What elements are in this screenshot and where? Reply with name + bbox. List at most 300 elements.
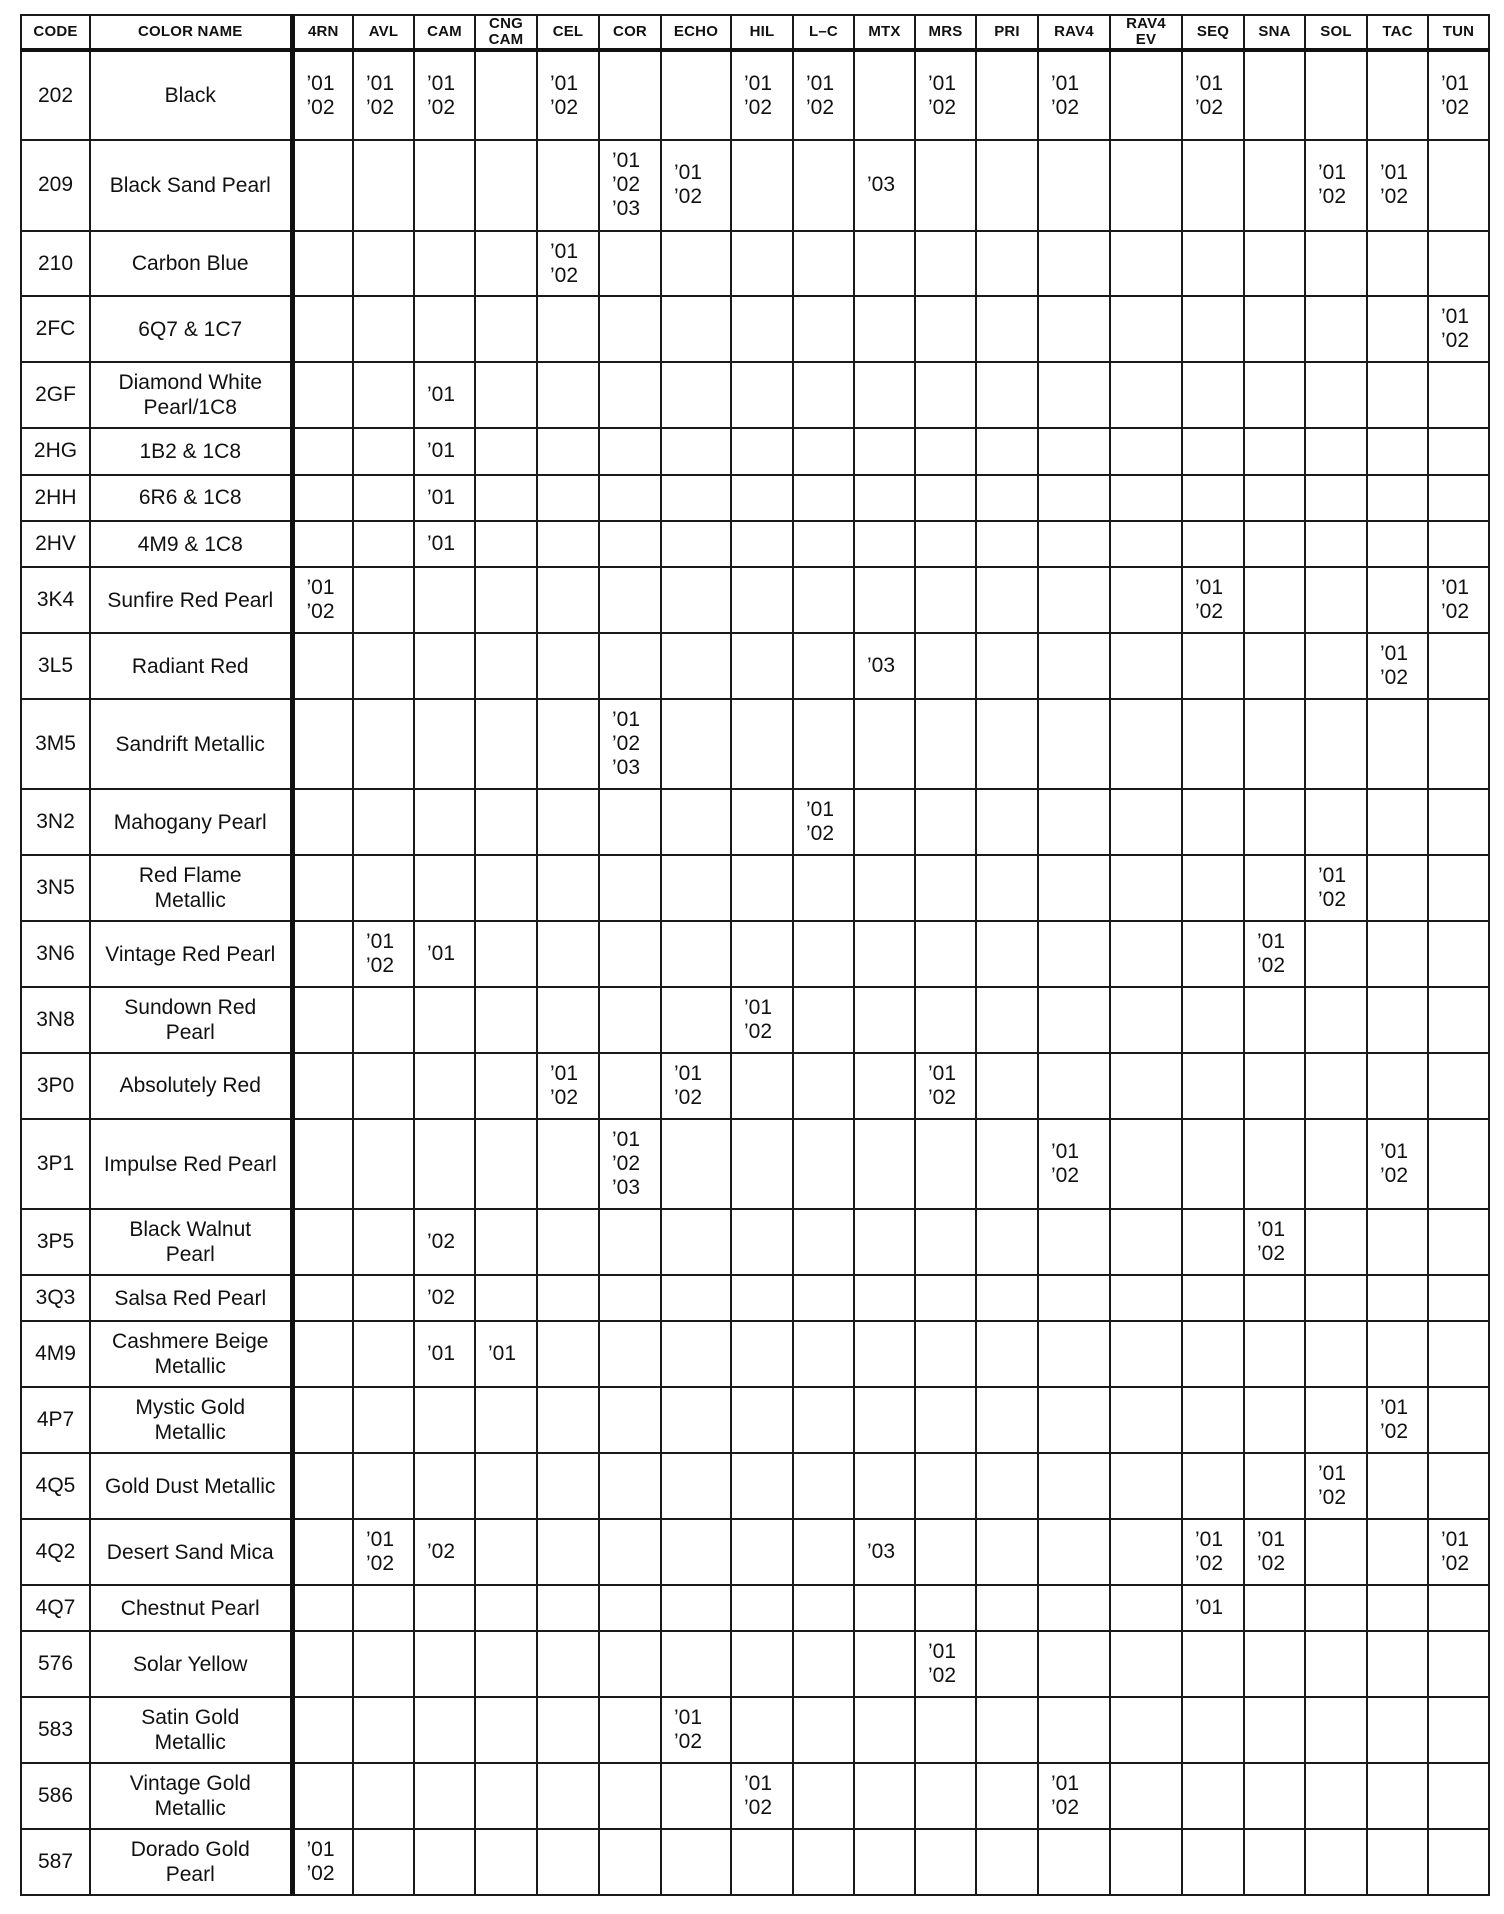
color-code-table: [20, 14, 1490, 1896]
model-year-cell: [1038, 567, 1110, 633]
model-year-cell: [599, 362, 661, 428]
model-year-cell: [854, 921, 915, 987]
model-year-cell: [1244, 1387, 1305, 1453]
model-year-cell: [976, 1275, 1038, 1321]
model-year-cell: [793, 231, 854, 297]
color-name-cell: Solar Yellow: [90, 1631, 292, 1697]
column-header: SNA: [1244, 15, 1305, 50]
model-year-cell: [1110, 987, 1182, 1053]
model-year-cell: [475, 296, 537, 362]
model-year-cell: [915, 1519, 976, 1585]
model-year-cell: [1038, 1453, 1110, 1519]
model-year-cell: [1305, 567, 1367, 633]
column-header: SOL: [1305, 15, 1367, 50]
model-year-cell: [1244, 633, 1305, 699]
model-year-cell: ’03: [854, 633, 915, 699]
column-header: COR: [599, 15, 661, 50]
model-year-cell: ’01 ’02: [537, 231, 599, 297]
table-row: [21, 140, 1489, 230]
model-year-cell: ’01 ’02: [731, 50, 793, 140]
model-year-cell: [1367, 921, 1428, 987]
model-year-cell: [793, 296, 854, 362]
model-year-cell: [976, 921, 1038, 987]
model-year-cell: [537, 699, 599, 789]
model-year-cell: [1428, 1321, 1489, 1387]
model-year-cell: [599, 231, 661, 297]
model-year-cell: [854, 521, 915, 567]
model-year-cell: [915, 1275, 976, 1321]
model-year-cell: [793, 1697, 854, 1763]
model-year-cell: [1305, 1763, 1367, 1829]
color-name-cell: Radiant Red: [90, 633, 292, 699]
model-year-cell: [599, 1321, 661, 1387]
model-year-cell: [976, 633, 1038, 699]
model-year-cell: [854, 296, 915, 362]
model-year-cell: [661, 1209, 731, 1275]
model-year-cell: [537, 1453, 599, 1519]
model-year-cell: ’01 ’02: [1038, 50, 1110, 140]
model-year-cell: [731, 296, 793, 362]
model-year-cell: [1182, 1275, 1244, 1321]
model-year-cell: [1367, 231, 1428, 297]
column-header: 4RN: [292, 15, 353, 50]
model-year-cell: [915, 789, 976, 855]
column-header: SEQ: [1182, 15, 1244, 50]
model-year-cell: [1305, 921, 1367, 987]
model-year-cell: [976, 855, 1038, 921]
model-year-cell: ’01 ’02: [661, 1697, 731, 1763]
model-year-cell: [731, 1275, 793, 1321]
model-year-cell: [854, 1585, 915, 1631]
model-year-cell: ’01 ’02 ’03: [599, 1119, 661, 1209]
model-year-cell: ’01 ’02 ’03: [599, 140, 661, 230]
model-year-cell: [599, 1519, 661, 1585]
model-year-cell: [537, 362, 599, 428]
model-year-cell: [475, 1453, 537, 1519]
model-year-cell: [976, 521, 1038, 567]
model-year-cell: ’01 ’02: [1305, 140, 1367, 230]
model-year-cell: [1428, 1053, 1489, 1119]
model-year-cell: [731, 1387, 793, 1453]
model-year-cell: [1305, 521, 1367, 567]
color-code-cell: 210: [21, 231, 90, 297]
model-year-cell: [793, 987, 854, 1053]
model-year-cell: [854, 1275, 915, 1321]
model-year-cell: [1038, 987, 1110, 1053]
model-year-cell: [1038, 633, 1110, 699]
table-row: [21, 1829, 1489, 1895]
model-year-cell: [1367, 1053, 1428, 1119]
model-year-cell: [731, 855, 793, 921]
model-year-cell: [854, 855, 915, 921]
model-year-cell: [1428, 140, 1489, 230]
model-year-cell: [1367, 699, 1428, 789]
model-year-cell: [353, 1585, 414, 1631]
table-row: [21, 1697, 1489, 1763]
model-year-cell: [854, 475, 915, 521]
model-year-cell: [661, 1119, 731, 1209]
model-year-cell: [1110, 789, 1182, 855]
model-year-cell: [1182, 1209, 1244, 1275]
model-year-cell: [1182, 1631, 1244, 1697]
model-year-cell: [1110, 1321, 1182, 1387]
model-year-cell: ’01 ’02: [292, 1829, 353, 1895]
model-year-cell: [292, 1763, 353, 1829]
table-row: [21, 362, 1489, 428]
model-year-cell: [1244, 140, 1305, 230]
model-year-cell: ’01 ’02: [915, 50, 976, 140]
model-year-cell: [292, 633, 353, 699]
model-year-cell: [1182, 521, 1244, 567]
model-year-cell: [793, 1585, 854, 1631]
model-year-cell: [353, 296, 414, 362]
model-year-cell: [353, 1453, 414, 1519]
model-year-cell: ’01 ’02: [353, 50, 414, 140]
model-year-cell: [793, 1453, 854, 1519]
table-row: [21, 1321, 1489, 1387]
color-name-cell: Diamond White Pearl/1C8: [90, 362, 292, 428]
model-year-cell: [915, 921, 976, 987]
model-year-cell: [1110, 140, 1182, 230]
model-year-cell: [353, 1697, 414, 1763]
model-year-cell: [599, 296, 661, 362]
model-year-cell: [1244, 1763, 1305, 1829]
model-year-cell: [1244, 50, 1305, 140]
table-row: [21, 1453, 1489, 1519]
model-year-cell: [1244, 475, 1305, 521]
table-row: [21, 789, 1489, 855]
model-year-cell: [1244, 296, 1305, 362]
model-year-cell: [731, 1829, 793, 1895]
model-year-cell: [915, 521, 976, 567]
table-row: [21, 1763, 1489, 1829]
table-row: [21, 855, 1489, 921]
model-year-cell: [1244, 1829, 1305, 1895]
model-year-cell: [1367, 1585, 1428, 1631]
model-year-cell: [475, 1053, 537, 1119]
model-year-cell: [915, 140, 976, 230]
model-year-cell: [353, 567, 414, 633]
model-year-cell: [1428, 1275, 1489, 1321]
model-year-cell: [915, 1209, 976, 1275]
model-year-cell: [1367, 428, 1428, 474]
model-year-cell: [1367, 1519, 1428, 1585]
model-year-cell: [1182, 921, 1244, 987]
model-year-cell: [1110, 1275, 1182, 1321]
model-year-cell: ’01 ’02: [1305, 1453, 1367, 1519]
table-row: [21, 1585, 1489, 1631]
model-year-cell: ’01 ’02: [1367, 1387, 1428, 1453]
model-year-cell: [731, 1321, 793, 1387]
model-year-cell: [1182, 987, 1244, 1053]
table-row: [21, 1519, 1489, 1585]
table-row: [21, 296, 1489, 362]
model-year-cell: [537, 921, 599, 987]
model-year-cell: [475, 699, 537, 789]
table-row: [21, 50, 1489, 140]
model-year-cell: [537, 1119, 599, 1209]
model-year-cell: [793, 1119, 854, 1209]
model-year-cell: [599, 567, 661, 633]
model-year-cell: [731, 521, 793, 567]
model-year-cell: [731, 1119, 793, 1209]
color-name-cell: Absolutely Red: [90, 1053, 292, 1119]
model-year-cell: ’03: [854, 1519, 915, 1585]
model-year-cell: [1110, 1119, 1182, 1209]
model-year-cell: [537, 475, 599, 521]
model-year-cell: [414, 1119, 475, 1209]
model-year-cell: [915, 1763, 976, 1829]
model-year-cell: ’01 ’02: [292, 50, 353, 140]
model-year-cell: [1110, 1453, 1182, 1519]
model-year-cell: [915, 296, 976, 362]
model-year-cell: [1110, 633, 1182, 699]
model-year-cell: [915, 987, 976, 1053]
color-code-cell: 583: [21, 1697, 90, 1763]
model-year-cell: [1038, 1053, 1110, 1119]
model-year-cell: ’01 ’02: [1244, 921, 1305, 987]
model-year-cell: [599, 1453, 661, 1519]
model-year-cell: [854, 1321, 915, 1387]
color-code-cell: 3N8: [21, 987, 90, 1053]
model-year-cell: ’01: [414, 362, 475, 428]
column-header: MRS: [915, 15, 976, 50]
model-year-cell: [1244, 428, 1305, 474]
model-year-cell: [414, 789, 475, 855]
model-year-cell: [976, 50, 1038, 140]
model-year-cell: [292, 1697, 353, 1763]
model-year-cell: [854, 50, 915, 140]
model-year-cell: [292, 789, 353, 855]
model-year-cell: [1182, 362, 1244, 428]
color-name-cell: Sundown Red Pearl: [90, 987, 292, 1053]
model-year-cell: [1110, 1387, 1182, 1453]
model-year-cell: [1367, 521, 1428, 567]
model-year-cell: [1367, 1697, 1428, 1763]
color-name-cell: Black Sand Pearl: [90, 140, 292, 230]
model-year-cell: ’01 ’02: [793, 50, 854, 140]
model-year-cell: ’01 ’02: [414, 50, 475, 140]
model-year-cell: [793, 1763, 854, 1829]
model-year-cell: ’01 ’02: [661, 1053, 731, 1119]
model-year-cell: [475, 231, 537, 297]
model-year-cell: [292, 1387, 353, 1453]
model-year-cell: [292, 987, 353, 1053]
model-year-cell: [1305, 428, 1367, 474]
model-year-cell: [475, 1585, 537, 1631]
model-year-cell: [1367, 1321, 1428, 1387]
model-year-cell: [1305, 1119, 1367, 1209]
model-year-cell: [976, 428, 1038, 474]
model-year-cell: [1428, 521, 1489, 567]
model-year-cell: [661, 789, 731, 855]
model-year-cell: [537, 855, 599, 921]
color-name-cell: 1B2 & 1C8: [90, 428, 292, 474]
color-code-cell: 3N2: [21, 789, 90, 855]
table-row: [21, 1387, 1489, 1453]
model-year-cell: [1428, 1119, 1489, 1209]
model-year-cell: ’01 ’02: [537, 1053, 599, 1119]
model-year-cell: [1038, 428, 1110, 474]
model-year-cell: [976, 1321, 1038, 1387]
model-year-cell: [475, 1387, 537, 1453]
color-code-cell: 586: [21, 1763, 90, 1829]
model-year-cell: [414, 1763, 475, 1829]
color-code-cell: 3K4: [21, 567, 90, 633]
model-year-cell: [599, 1697, 661, 1763]
model-year-cell: [1367, 362, 1428, 428]
model-year-cell: [1038, 1519, 1110, 1585]
model-year-cell: [854, 789, 915, 855]
column-header: HIL: [731, 15, 793, 50]
model-year-cell: [1038, 1321, 1110, 1387]
model-year-cell: [1305, 1631, 1367, 1697]
model-year-cell: [475, 1763, 537, 1829]
model-year-cell: ’01 ’02: [1428, 296, 1489, 362]
model-year-cell: [661, 567, 731, 633]
model-year-cell: [475, 921, 537, 987]
model-year-cell: [731, 140, 793, 230]
model-year-cell: [1428, 633, 1489, 699]
table-row: [21, 1209, 1489, 1275]
model-year-cell: [475, 428, 537, 474]
model-year-cell: [661, 921, 731, 987]
table-row: [21, 231, 1489, 297]
header-row: [21, 15, 1489, 50]
model-year-cell: ’01: [414, 921, 475, 987]
column-header: CODE: [21, 15, 90, 50]
model-year-cell: [292, 521, 353, 567]
model-year-cell: [793, 1519, 854, 1585]
model-year-cell: [599, 1763, 661, 1829]
model-year-cell: [1038, 475, 1110, 521]
model-year-cell: [661, 1275, 731, 1321]
model-year-cell: [1428, 855, 1489, 921]
color-code-cell: 3Q3: [21, 1275, 90, 1321]
model-year-cell: [1428, 1209, 1489, 1275]
color-name-cell: Dorado Gold Pearl: [90, 1829, 292, 1895]
model-year-cell: [854, 1453, 915, 1519]
model-year-cell: [1038, 1585, 1110, 1631]
table-row: [21, 1631, 1489, 1697]
model-year-cell: [292, 475, 353, 521]
model-year-cell: [353, 699, 414, 789]
model-year-cell: [599, 987, 661, 1053]
table-row: [21, 1275, 1489, 1321]
model-year-cell: ’01 ’02: [1182, 567, 1244, 633]
color-name-cell: 4M9 & 1C8: [90, 521, 292, 567]
model-year-cell: [599, 921, 661, 987]
model-year-cell: [854, 1829, 915, 1895]
model-year-cell: ’01 ’02: [353, 921, 414, 987]
model-year-cell: [1182, 475, 1244, 521]
color-name-cell: Desert Sand Mica: [90, 1519, 292, 1585]
model-year-cell: [353, 140, 414, 230]
column-header: PRI: [976, 15, 1038, 50]
model-year-cell: [1244, 1053, 1305, 1119]
model-year-cell: [1110, 475, 1182, 521]
model-year-cell: [661, 50, 731, 140]
model-year-cell: [1038, 1697, 1110, 1763]
model-year-cell: [731, 633, 793, 699]
model-year-cell: [1305, 475, 1367, 521]
color-name-cell: Satin Gold Metallic: [90, 1697, 292, 1763]
model-year-cell: [475, 521, 537, 567]
model-year-cell: [661, 1453, 731, 1519]
model-year-cell: [292, 1053, 353, 1119]
model-year-cell: [1038, 855, 1110, 921]
model-year-cell: [915, 633, 976, 699]
model-year-cell: [976, 1053, 1038, 1119]
model-year-cell: [1182, 1763, 1244, 1829]
model-year-cell: [1182, 1053, 1244, 1119]
color-name-cell: Mahogany Pearl: [90, 789, 292, 855]
model-year-cell: ’01: [414, 475, 475, 521]
model-year-cell: [599, 1387, 661, 1453]
model-year-cell: [915, 1119, 976, 1209]
model-year-cell: [1182, 789, 1244, 855]
model-year-cell: [1428, 1585, 1489, 1631]
model-year-cell: [1110, 1585, 1182, 1631]
model-year-cell: [353, 855, 414, 921]
color-code-cell: 3M5: [21, 699, 90, 789]
model-year-cell: [537, 1519, 599, 1585]
model-year-cell: [661, 1763, 731, 1829]
model-year-cell: [793, 140, 854, 230]
color-name-cell: Red Flame Metallic: [90, 855, 292, 921]
model-year-cell: [1305, 1519, 1367, 1585]
model-year-cell: [1110, 1053, 1182, 1119]
model-year-cell: [1182, 1119, 1244, 1209]
model-year-cell: ’01 ’02: [731, 1763, 793, 1829]
color-name-cell: 6R6 & 1C8: [90, 475, 292, 521]
model-year-cell: [599, 1631, 661, 1697]
color-code-cell: 3L5: [21, 633, 90, 699]
model-year-cell: [475, 1119, 537, 1209]
model-year-cell: [976, 1387, 1038, 1453]
model-year-cell: [854, 428, 915, 474]
model-year-cell: ’01 ’02: [1428, 50, 1489, 140]
color-name-cell: Carbon Blue: [90, 231, 292, 297]
model-year-cell: [353, 1209, 414, 1275]
model-year-cell: [475, 987, 537, 1053]
table-row: [21, 633, 1489, 699]
model-year-cell: ’01 ’02: [1182, 1519, 1244, 1585]
model-year-cell: [1305, 362, 1367, 428]
model-year-cell: [1305, 50, 1367, 140]
model-year-cell: [1110, 567, 1182, 633]
model-year-cell: [1038, 1209, 1110, 1275]
model-year-cell: [1182, 1453, 1244, 1519]
column-header: CAM: [414, 15, 475, 50]
model-year-cell: [414, 567, 475, 633]
model-year-cell: [854, 1631, 915, 1697]
model-year-cell: [793, 1631, 854, 1697]
model-year-cell: [1367, 475, 1428, 521]
model-year-cell: [353, 1829, 414, 1895]
model-year-cell: [537, 1631, 599, 1697]
model-year-cell: ’01: [414, 521, 475, 567]
color-code-cell: 2GF: [21, 362, 90, 428]
color-code-cell: 2FC: [21, 296, 90, 362]
model-year-cell: ’01 ’02: [915, 1631, 976, 1697]
model-year-cell: [915, 1585, 976, 1631]
model-year-cell: [1182, 699, 1244, 789]
model-year-cell: [661, 633, 731, 699]
model-year-cell: [1038, 699, 1110, 789]
model-year-cell: [475, 140, 537, 230]
color-code-cell: 3P5: [21, 1209, 90, 1275]
